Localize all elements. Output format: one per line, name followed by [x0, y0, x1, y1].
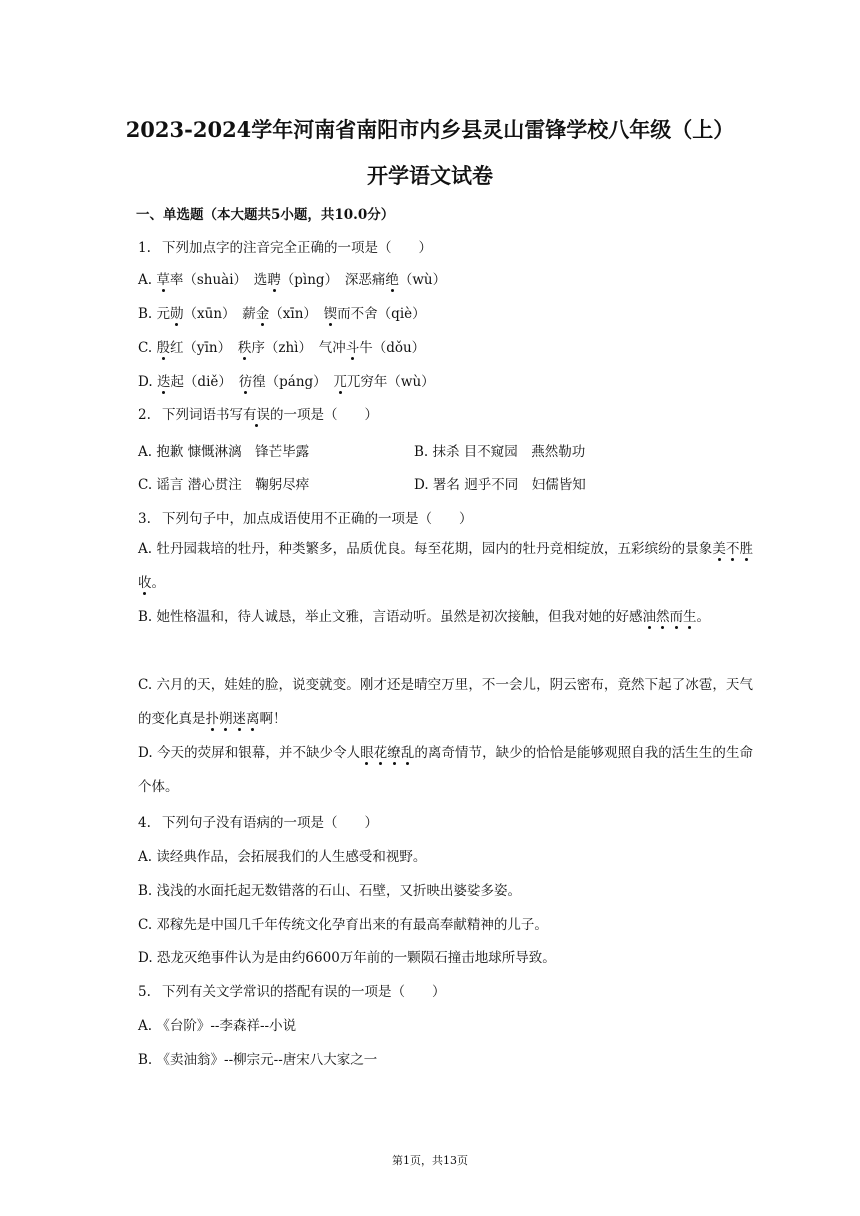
- dotted-text: [360, 745, 414, 761]
- dotted-char: 秩: [237, 340, 252, 356]
- dotted-text: [643, 609, 697, 625]
- dotted-char: 彷: [238, 374, 253, 390]
- question-2-option-c: C. 谣言 潜心贯注 鞠躬尽瘁: [138, 477, 310, 493]
- question-number: 5.: [138, 984, 151, 1000]
- question-2-option-d: D. 署名 迥乎不同 妇儒皆知: [414, 477, 586, 493]
- dotted-text: [206, 711, 260, 727]
- question-2-stem: 2. 下列词语书写有误的一项是（ ）: [138, 407, 378, 423]
- question-5-option-b: B. 《卖油翁》--柳宗元--唐宋八大家之一: [138, 1052, 378, 1068]
- dotted-char: 不: [725, 541, 740, 557]
- question-1-option-c: C. 殷红（yīn） 秩序（zhì） 气冲斗牛（dǒu）: [138, 340, 426, 356]
- dotted-char: 聘: [267, 272, 281, 288]
- question-4-stem: 4. 下列句子没有语病的一项是（ ）: [138, 815, 378, 831]
- page-footer: 第1页，共13页: [392, 1154, 468, 1167]
- question-number: 4.: [138, 815, 151, 831]
- exam-title-line1: 2023-2024学年河南省南阳市内乡县灵山雷锋学校八年级（上）: [125, 117, 735, 142]
- dotted-char: 兀: [333, 374, 347, 390]
- question-4-option-d: D. 恐龙灭绝事件认为是由约6600万年前的一颗陨石撞击地球所导致。: [138, 950, 556, 966]
- question-3-option-b: B. 她性格温和，待人诚恳，举止文雅，言语动听。虽然是初次接触，但我对她的好感油然而生。: [138, 609, 711, 625]
- dotted-char: 勋: [170, 306, 184, 322]
- dotted-char: 朔: [219, 711, 233, 727]
- dotted-char: 然: [656, 609, 670, 625]
- question-3-stem: 3. 下列句子中，加点成语使用不正确的一项是（ ）: [138, 511, 473, 527]
- dotted-char: 缭: [387, 745, 401, 761]
- question-1-option-d: D. 迭起（diě） 彷徨（páng） 兀兀穷年（wù）: [138, 374, 435, 390]
- dotted-char: 离: [246, 711, 260, 727]
- question-number: 2.: [138, 407, 151, 423]
- dotted-char: 而: [669, 609, 684, 625]
- question-number: 3.: [138, 511, 151, 527]
- question-3-option-c: C. 六月的天，娃娃的脸，说变就变。刚才还是晴空万里，不一会儿，阴云密布，竟然下起了冰雹，天气的变化真是扑朔迷离啊！: [138, 677, 753, 727]
- dotted-char: 绝: [385, 272, 399, 288]
- question-5-option-a: A. 《台阶》--李森祥--小说: [138, 1018, 297, 1034]
- question-4-option-a: A. 读经典作品，会拓展我们的人生感受和视野。: [138, 849, 427, 865]
- dotted-char: 扑: [205, 711, 219, 727]
- dotted-char: 金: [255, 306, 270, 322]
- dotted-char: 迭: [156, 374, 171, 390]
- question-2-option-b: B. 抹杀 目不窥园 燕然勒功: [414, 444, 586, 460]
- dotted-char: 迷: [232, 711, 246, 727]
- question-5-stem: 5. 下列有关文学常识的搭配有误的一项是（ ）: [138, 984, 446, 1000]
- question-1-option-a: A. 草率（shuài） 选聘（pìng） 深恶痛绝（wù）: [138, 272, 447, 288]
- question-text: 下列加点字的注音完全正确的一项是（ ）: [162, 240, 432, 256]
- dotted-char: 油: [642, 609, 657, 625]
- question-2-option-a: A. 抱歉 慷慨淋漓 锋芒毕露: [138, 444, 310, 460]
- exam-title-line2: 开学语文试卷: [367, 163, 493, 188]
- dotted-char: 生: [683, 609, 697, 625]
- dotted-char: 乱: [400, 745, 415, 761]
- question-4-option-b: B. 浅浅的水面托起无数错落的石山、石壁，又折映出婆娑多姿。: [138, 883, 522, 899]
- dotted-char: 收: [138, 575, 152, 591]
- dotted-char: 殷: [156, 340, 170, 356]
- dotted-char: 锲: [323, 306, 338, 322]
- question-1-stem: [138, 236, 432, 256]
- question-3-option-a: A. 牡丹园栽培的牡丹，种类繁多，品质优良。每至花期，园内的牡丹竞相绽放，五彩缤纷的景象美不胜收。: [138, 541, 753, 591]
- dotted-char: 草: [156, 272, 170, 288]
- dotted-char: 眼: [360, 745, 374, 761]
- section-title: 一、单选题（本大题共5小题，共10.0分）: [136, 207, 395, 223]
- dotted-char: 斗: [345, 340, 360, 356]
- dotted-char: 美: [712, 541, 726, 557]
- dotted-char: 花: [373, 745, 388, 761]
- dotted-text: 有误: [243, 407, 270, 423]
- question-1-option-b: B. 元勋（xūn） 薪金（xīn） 锲而不舍（qiè）: [138, 306, 426, 322]
- question-number: 1.: [138, 240, 151, 256]
- question-4-option-c: C. 邓稼先是中国几千年传统文化孕育出来的有最高奉献精神的儿子。: [138, 917, 548, 933]
- question-3-option-d: D. 今天的荧屏和银幕，并不缺少令人眼花缭乱的离奇情节，缺少的恰恰是能够观照自我的活生生的生命个体。: [138, 745, 753, 795]
- dotted-char: 胜: [739, 541, 753, 557]
